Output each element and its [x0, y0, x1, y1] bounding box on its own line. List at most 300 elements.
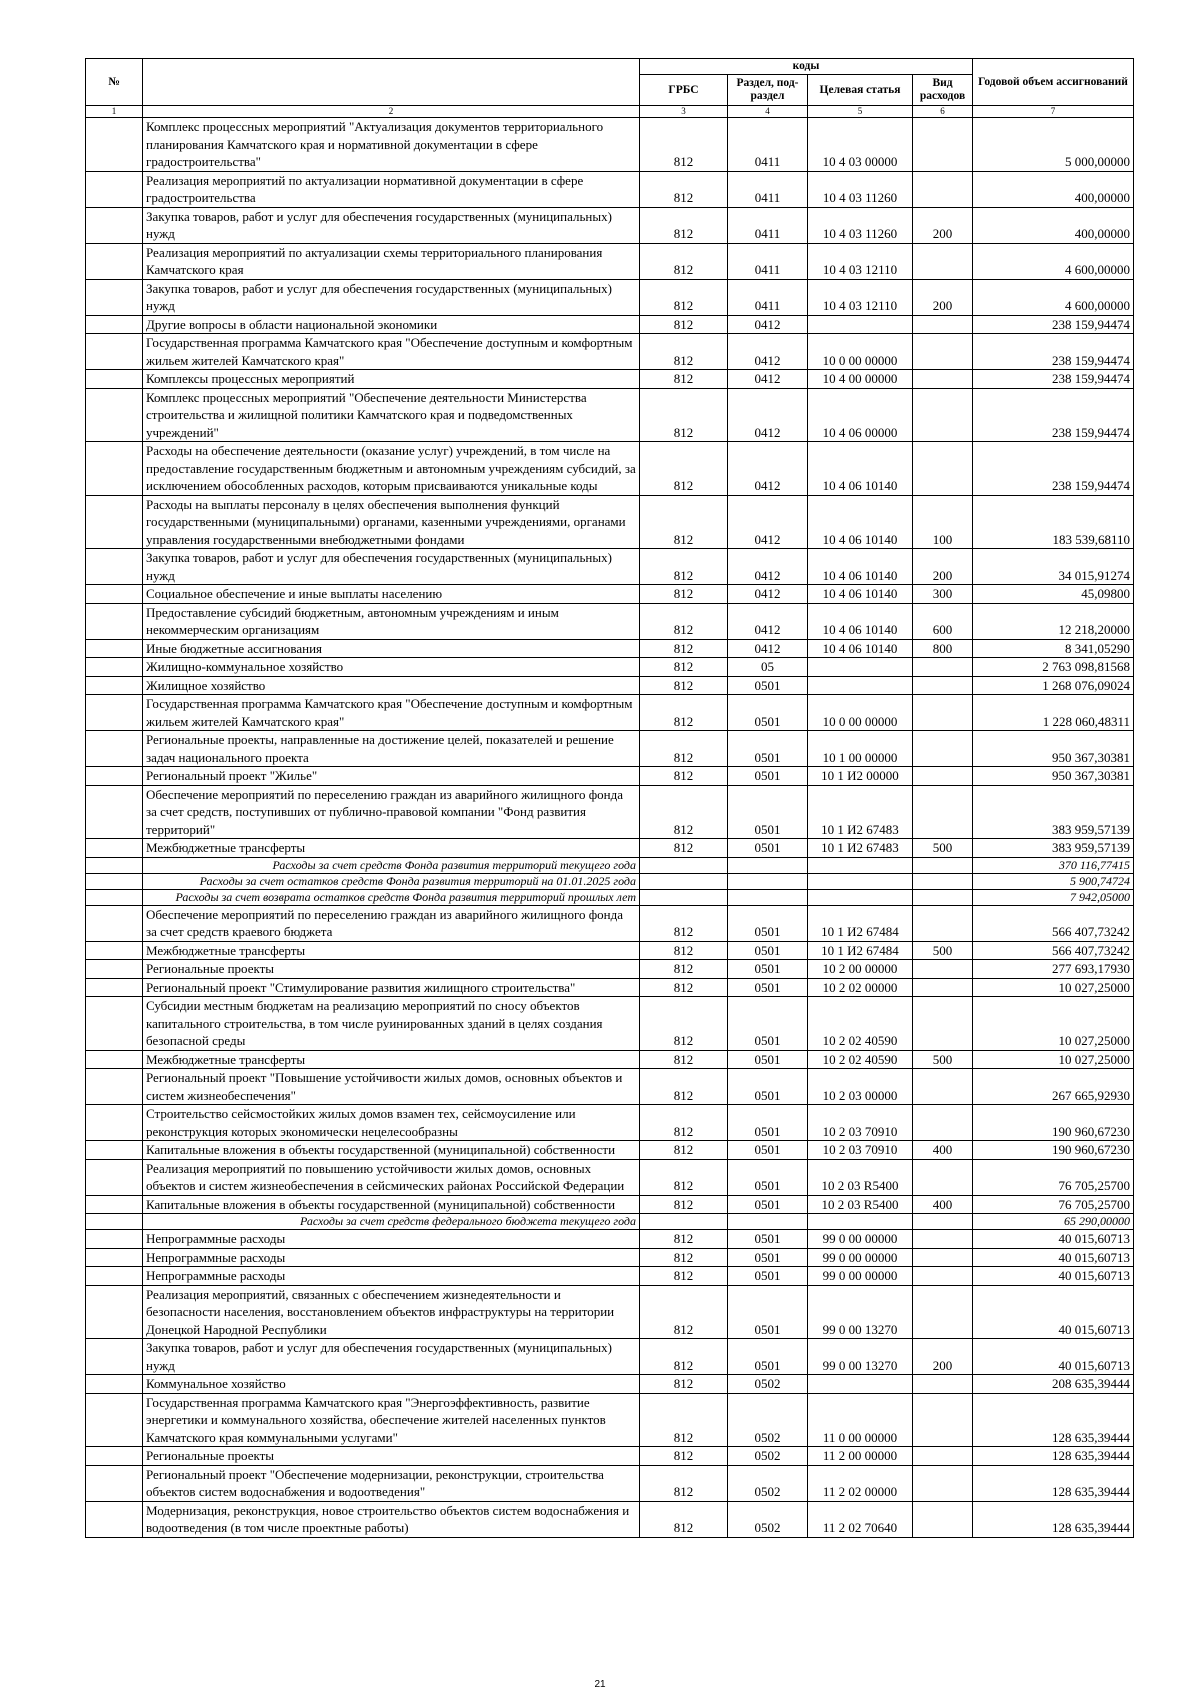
- razdel-header: Раздел, под-раздел: [728, 75, 808, 106]
- cell-num: [86, 1214, 143, 1230]
- cell-sum: 238 159,94474: [973, 334, 1134, 370]
- cell-num: [86, 731, 143, 767]
- cell-grbs: 812: [640, 442, 728, 496]
- cell-num: [86, 1050, 143, 1069]
- cell-name: Расходы за счет средств федерального бюджета текущего года: [143, 1214, 640, 1230]
- cell-num: [86, 889, 143, 905]
- column-number: 3: [640, 106, 728, 118]
- cell-razdel: [728, 1214, 808, 1230]
- cell-vid: 100: [913, 495, 973, 549]
- cell-name: Предоставление субсидий бюджетным, автономным учреждениям и иным некоммерческим организациям: [143, 603, 640, 639]
- cell-grbs: 812: [640, 1375, 728, 1394]
- cell-sum: 370 116,77415: [973, 857, 1134, 873]
- table-row: [86, 1141, 1134, 1160]
- cell-grbs: 812: [640, 658, 728, 677]
- cell-grbs: 812: [640, 639, 728, 658]
- table-body: [86, 118, 1134, 1538]
- table-row: [86, 370, 1134, 389]
- table-row: [86, 905, 1134, 941]
- cell-razdel: 0411: [728, 243, 808, 279]
- cell-razdel: 0501: [728, 767, 808, 786]
- cell-razdel: 0501: [728, 1267, 808, 1286]
- table-row: [86, 1069, 1134, 1105]
- cell-grbs: 812: [640, 1465, 728, 1501]
- cell-name: Субсидии местным бюджетам на реализацию мероприятий по сносу объектов капитального строительства, в том числе руинированных зданий в целях создания безопасной среды: [143, 997, 640, 1051]
- cell-num: [86, 388, 143, 442]
- cell-num: [86, 1339, 143, 1375]
- cell-target: 10 4 06 10140: [808, 495, 913, 549]
- cell-target: 99 0 00 00000: [808, 1267, 913, 1286]
- cell-sum: 383 959,57139: [973, 839, 1134, 858]
- cell-grbs: 812: [640, 118, 728, 172]
- cell-target: [808, 676, 913, 695]
- cell-sum: 12 218,20000: [973, 603, 1134, 639]
- cell-razdel: 0501: [728, 695, 808, 731]
- column-number: 4: [728, 106, 808, 118]
- cell-name: Закупка товаров, работ и услуг для обеспечения государственных (муниципальных) нужд: [143, 279, 640, 315]
- cell-grbs: 812: [640, 941, 728, 960]
- cell-grbs: 812: [640, 1141, 728, 1160]
- cell-num: [86, 585, 143, 604]
- cell-num: [86, 549, 143, 585]
- cell-grbs: 812: [640, 960, 728, 979]
- table-row: [86, 1465, 1134, 1501]
- cell-razdel: 0412: [728, 334, 808, 370]
- cell-num: [86, 785, 143, 839]
- cell-grbs: 812: [640, 279, 728, 315]
- cell-num: [86, 1465, 143, 1501]
- table-row: [86, 334, 1134, 370]
- cell-vid: [913, 767, 973, 786]
- cell-num: [86, 1248, 143, 1267]
- cell-name: Расходы за счет средств Фонда развития территорий текущего года: [143, 857, 640, 873]
- cell-razdel: [728, 889, 808, 905]
- cell-grbs: 812: [640, 731, 728, 767]
- cell-sum: 128 635,39444: [973, 1465, 1134, 1501]
- cell-razdel: [728, 857, 808, 873]
- column-number: 1: [86, 106, 143, 118]
- cell-target: [808, 1375, 913, 1394]
- cell-name: Капитальные вложения в объекты государственной (муниципальной) собственности: [143, 1141, 640, 1160]
- table-row: [86, 695, 1134, 731]
- note-row: [86, 857, 1134, 873]
- cell-razdel: 0501: [728, 839, 808, 858]
- cell-vid: [913, 1069, 973, 1105]
- cell-sum: 950 367,30381: [973, 767, 1134, 786]
- cell-target: 10 1 И2 00000: [808, 767, 913, 786]
- cell-target: 10 1 00 00000: [808, 731, 913, 767]
- cell-target: 10 2 02 40590: [808, 1050, 913, 1069]
- cell-grbs: 812: [640, 1230, 728, 1249]
- cell-razdel: 0502: [728, 1393, 808, 1447]
- cell-vid: [913, 1214, 973, 1230]
- cell-grbs: 812: [640, 334, 728, 370]
- note-row: [86, 889, 1134, 905]
- cell-vid: [913, 889, 973, 905]
- cell-sum: 238 159,94474: [973, 370, 1134, 389]
- cell-sum: 40 015,60713: [973, 1285, 1134, 1339]
- cell-grbs: 812: [640, 839, 728, 858]
- cell-num: [86, 315, 143, 334]
- cell-razdel: 0501: [728, 1339, 808, 1375]
- cell-razdel: 0502: [728, 1447, 808, 1466]
- cell-name: Иные бюджетные ассигнования: [143, 639, 640, 658]
- cell-vid: [913, 1501, 973, 1537]
- cell-vid: 500: [913, 839, 973, 858]
- cell-vid: [913, 1465, 973, 1501]
- cell-name: Реализация мероприятий, связанных с обеспечением жизнедеятельности и безопасности населения, восстановлением объектов инфраструктуры на территории Донецкой Народной Республики: [143, 1285, 640, 1339]
- cell-name: Расходы за счет остатков средств Фонда развития территорий на 01.01.2025 года: [143, 873, 640, 889]
- cell-target: 99 0 00 13270: [808, 1339, 913, 1375]
- cell-grbs: 812: [640, 1285, 728, 1339]
- table-row: [86, 603, 1134, 639]
- cell-razdel: 0501: [728, 731, 808, 767]
- table-row: [86, 1447, 1134, 1466]
- table-row: [86, 585, 1134, 604]
- cell-sum: 208 635,39444: [973, 1375, 1134, 1394]
- cell-target: 11 2 02 00000: [808, 1465, 913, 1501]
- cell-vid: 400: [913, 1141, 973, 1160]
- annual-header: Годовой объем ассигнований: [973, 59, 1134, 106]
- table-row: [86, 978, 1134, 997]
- cell-grbs: 812: [640, 997, 728, 1051]
- table-row: [86, 1050, 1134, 1069]
- target-header: Целевая статья: [808, 75, 913, 106]
- cell-grbs: 812: [640, 603, 728, 639]
- cell-num: [86, 1447, 143, 1466]
- cell-sum: 40 015,60713: [973, 1248, 1134, 1267]
- cell-sum: 1 268 076,09024: [973, 676, 1134, 695]
- grbs-header: ГРБС: [640, 75, 728, 106]
- cell-target: 11 0 00 00000: [808, 1393, 913, 1447]
- cell-sum: 10 027,25000: [973, 1050, 1134, 1069]
- table-row: [86, 997, 1134, 1051]
- cell-name: Непрограммные расходы: [143, 1267, 640, 1286]
- cell-sum: 400,00000: [973, 207, 1134, 243]
- col-name-header: [143, 59, 640, 106]
- cell-target: 10 4 06 10140: [808, 442, 913, 496]
- cell-grbs: [640, 1214, 728, 1230]
- cell-grbs: 812: [640, 1248, 728, 1267]
- cell-vid: [913, 442, 973, 496]
- cell-vid: [913, 873, 973, 889]
- cell-grbs: [640, 873, 728, 889]
- table-row: [86, 941, 1134, 960]
- cell-target: 10 0 00 00000: [808, 334, 913, 370]
- cell-razdel: 0501: [728, 960, 808, 979]
- cell-sum: 190 960,67230: [973, 1141, 1134, 1160]
- cell-razdel: 0412: [728, 370, 808, 389]
- cell-grbs: 812: [640, 207, 728, 243]
- cell-grbs: 812: [640, 1195, 728, 1214]
- cell-sum: 5 000,00000: [973, 118, 1134, 172]
- cell-name: Закупка товаров, работ и услуг для обеспечения государственных (муниципальных) нужд: [143, 207, 640, 243]
- cell-grbs: 812: [640, 978, 728, 997]
- cell-num: [86, 839, 143, 858]
- cell-grbs: 812: [640, 549, 728, 585]
- cell-num: [86, 676, 143, 695]
- table-row: [86, 1248, 1134, 1267]
- cell-target: [808, 889, 913, 905]
- cell-vid: 300: [913, 585, 973, 604]
- cell-grbs: 812: [640, 243, 728, 279]
- cell-target: 10 2 03 R5400: [808, 1159, 913, 1195]
- cell-name: Реализация мероприятий по повышению устойчивости жилых домов, основных объектов и систем жизнеобеспечения в сейсмических районах Российской Федерации: [143, 1159, 640, 1195]
- cell-name: Строительство сейсмостойких жилых домов взамен тех, сейсмоусиление или реконструкция которых экономически нецелесообразны: [143, 1105, 640, 1141]
- cell-name: Государственная программа Камчатского края "Обеспечение доступным и комфортным жильем жителей Камчатского края": [143, 334, 640, 370]
- table-row: [86, 785, 1134, 839]
- cell-name: Региональный проект "Жилье": [143, 767, 640, 786]
- cell-razdel: 0502: [728, 1501, 808, 1537]
- cell-num: [86, 1141, 143, 1160]
- cell-grbs: [640, 889, 728, 905]
- cell-sum: 183 539,68110: [973, 495, 1134, 549]
- cell-grbs: 812: [640, 1393, 728, 1447]
- cell-target: [808, 658, 913, 677]
- cell-grbs: [640, 857, 728, 873]
- cell-name: Государственная программа Камчатского края "Обеспечение доступным и комфортным жильем жителей Камчатского края": [143, 695, 640, 731]
- cell-name: Региональный проект "Стимулирование развития жилищного строительства": [143, 978, 640, 997]
- cell-vid: [913, 1267, 973, 1286]
- cell-sum: 76 705,25700: [973, 1159, 1134, 1195]
- cell-vid: [913, 171, 973, 207]
- cell-num: [86, 279, 143, 315]
- cell-vid: [913, 1447, 973, 1466]
- cell-name: Обеспечение мероприятий по переселению граждан из аварийного жилищного фонда за счет средств краевого бюджета: [143, 905, 640, 941]
- table-row: [86, 495, 1134, 549]
- col-num-header: №: [86, 59, 143, 106]
- cell-name: Обеспечение мероприятий по переселению граждан из аварийного жилищного фонда за счет средств, поступивших от публично-правовой компании "Фонд развития территорий": [143, 785, 640, 839]
- table-row: [86, 658, 1134, 677]
- cell-target: 99 0 00 00000: [808, 1248, 913, 1267]
- table-row: [86, 243, 1134, 279]
- cell-vid: [913, 315, 973, 334]
- cell-num: [86, 941, 143, 960]
- cell-name: Региональные проекты: [143, 1447, 640, 1466]
- cell-target: [808, 873, 913, 889]
- cell-razdel: 0412: [728, 585, 808, 604]
- cell-vid: [913, 978, 973, 997]
- cell-vid: [913, 243, 973, 279]
- cell-vid: [913, 960, 973, 979]
- cell-sum: 4 600,00000: [973, 279, 1134, 315]
- cell-razdel: 0501: [728, 1069, 808, 1105]
- cell-razdel: 05: [728, 658, 808, 677]
- cell-num: [86, 495, 143, 549]
- cell-sum: 10 027,25000: [973, 978, 1134, 997]
- cell-sum: 65 290,00000: [973, 1214, 1134, 1230]
- cell-num: [86, 1230, 143, 1249]
- cell-sum: 566 407,73242: [973, 905, 1134, 941]
- cell-target: 10 4 06 10140: [808, 549, 913, 585]
- cell-target: 10 1 И2 67484: [808, 905, 913, 941]
- cell-target: 10 2 03 00000: [808, 1069, 913, 1105]
- cell-num: [86, 997, 143, 1051]
- cell-num: [86, 1375, 143, 1394]
- cell-sum: 128 635,39444: [973, 1501, 1134, 1537]
- cell-target: 10 2 00 00000: [808, 960, 913, 979]
- cell-vid: 200: [913, 1339, 973, 1375]
- cell-razdel: 0411: [728, 207, 808, 243]
- cell-target: 10 0 00 00000: [808, 695, 913, 731]
- cell-target: 10 1 И2 67484: [808, 941, 913, 960]
- table-row: [86, 731, 1134, 767]
- cell-razdel: 0501: [728, 1285, 808, 1339]
- cell-razdel: 0411: [728, 171, 808, 207]
- cell-num: [86, 118, 143, 172]
- cell-name: Жилищно-коммунальное хозяйство: [143, 658, 640, 677]
- cell-vid: [913, 1248, 973, 1267]
- cell-target: 10 4 06 10140: [808, 585, 913, 604]
- cell-num: [86, 442, 143, 496]
- column-number: 5: [808, 106, 913, 118]
- cell-vid: [913, 1393, 973, 1447]
- table-row: [86, 315, 1134, 334]
- cell-name: Коммунальное хозяйство: [143, 1375, 640, 1394]
- table-row: [86, 207, 1134, 243]
- table-row: [86, 1105, 1134, 1141]
- table-row: [86, 1393, 1134, 1447]
- cell-target: 10 4 03 12110: [808, 243, 913, 279]
- cell-vid: [913, 676, 973, 695]
- table-row: [86, 1195, 1134, 1214]
- column-number: 6: [913, 106, 973, 118]
- cell-target: 99 0 00 13270: [808, 1285, 913, 1339]
- cell-sum: 40 015,60713: [973, 1339, 1134, 1375]
- table-row: [86, 1339, 1134, 1375]
- cell-vid: 200: [913, 279, 973, 315]
- cell-name: Реализация мероприятий по актуализации нормативной документации в сфере градостроительства: [143, 171, 640, 207]
- cell-num: [86, 334, 143, 370]
- cell-sum: 40 015,60713: [973, 1230, 1134, 1249]
- cell-vid: [913, 118, 973, 172]
- cell-target: [808, 857, 913, 873]
- cell-vid: [913, 785, 973, 839]
- cell-name: Модернизация, реконструкция, новое строительство объектов систем водоснабжения и водоотведения (в том числе проектные работы): [143, 1501, 640, 1537]
- cell-grbs: 812: [640, 695, 728, 731]
- cell-name: Непрограммные расходы: [143, 1230, 640, 1249]
- cell-vid: [913, 334, 973, 370]
- cell-grbs: 812: [640, 785, 728, 839]
- cell-sum: 5 900,74724: [973, 873, 1134, 889]
- cell-num: [86, 960, 143, 979]
- cell-grbs: 812: [640, 1267, 728, 1286]
- cell-vid: 600: [913, 603, 973, 639]
- table-row: [86, 549, 1134, 585]
- cell-razdel: 0412: [728, 442, 808, 496]
- table-row: [86, 1230, 1134, 1249]
- cell-vid: [913, 695, 973, 731]
- table-row: [86, 442, 1134, 496]
- cell-name: Другие вопросы в области национальной экономики: [143, 315, 640, 334]
- cell-sum: 566 407,73242: [973, 941, 1134, 960]
- note-row: [86, 873, 1134, 889]
- cell-razdel: 0501: [728, 978, 808, 997]
- budget-page: [85, 58, 1133, 1538]
- cell-target: [808, 315, 913, 334]
- cell-target: 10 4 00 00000: [808, 370, 913, 389]
- cell-razdel: 0501: [728, 941, 808, 960]
- codes-header: коды: [640, 59, 973, 75]
- cell-num: [86, 767, 143, 786]
- cell-razdel: 0412: [728, 549, 808, 585]
- table-row: [86, 639, 1134, 658]
- column-number: 2: [143, 106, 640, 118]
- cell-sum: 4 600,00000: [973, 243, 1134, 279]
- cell-sum: 950 367,30381: [973, 731, 1134, 767]
- budget-table: [85, 58, 1134, 1538]
- cell-num: [86, 1069, 143, 1105]
- cell-razdel: 0412: [728, 495, 808, 549]
- cell-sum: 128 635,39444: [973, 1447, 1134, 1466]
- cell-vid: [913, 388, 973, 442]
- cell-grbs: 812: [640, 1501, 728, 1537]
- cell-vid: [913, 1159, 973, 1195]
- cell-name: Региональные проекты: [143, 960, 640, 979]
- cell-vid: 400: [913, 1195, 973, 1214]
- cell-num: [86, 1159, 143, 1195]
- cell-razdel: 0502: [728, 1375, 808, 1394]
- cell-name: Комплекс процессных мероприятий "Актуализация документов территориального планирования Камчатского края и нормативной документации в сфере градостроительства": [143, 118, 640, 172]
- cell-razdel: 0412: [728, 603, 808, 639]
- table-row: [86, 960, 1134, 979]
- cell-target: 11 2 02 70640: [808, 1501, 913, 1537]
- cell-num: [86, 1393, 143, 1447]
- cell-target: 10 4 06 10140: [808, 639, 913, 658]
- cell-sum: 383 959,57139: [973, 785, 1134, 839]
- cell-target: 11 2 00 00000: [808, 1447, 913, 1466]
- cell-sum: 128 635,39444: [973, 1393, 1134, 1447]
- cell-num: [86, 1105, 143, 1141]
- cell-num: [86, 905, 143, 941]
- cell-num: [86, 639, 143, 658]
- cell-razdel: 0501: [728, 1159, 808, 1195]
- cell-razdel: 0501: [728, 676, 808, 695]
- table-row: [86, 388, 1134, 442]
- cell-vid: 800: [913, 639, 973, 658]
- cell-sum: 34 015,91274: [973, 549, 1134, 585]
- cell-sum: 238 159,94474: [973, 442, 1134, 496]
- column-number-row: [86, 106, 1134, 118]
- cell-sum: 238 159,94474: [973, 388, 1134, 442]
- cell-num: [86, 857, 143, 873]
- cell-razdel: 0412: [728, 388, 808, 442]
- cell-sum: 40 015,60713: [973, 1267, 1134, 1286]
- cell-grbs: 812: [640, 171, 728, 207]
- cell-target: 10 1 И2 67483: [808, 839, 913, 858]
- cell-grbs: 812: [640, 1339, 728, 1375]
- cell-name: Межбюджетные трансферты: [143, 839, 640, 858]
- cell-num: [86, 1267, 143, 1286]
- cell-razdel: 0501: [728, 1141, 808, 1160]
- cell-vid: [913, 905, 973, 941]
- cell-name: Региональный проект "Повышение устойчивости жилых домов, основных объектов и систем жизнеобеспечения": [143, 1069, 640, 1105]
- cell-name: Региональные проекты, направленные на достижение целей, показателей и решение задач национального проекта: [143, 731, 640, 767]
- cell-name: Комплекс процессных мероприятий "Обеспечение деятельности Министерства строительства и жилищной политики Камчатского края и подведомственных учреждений": [143, 388, 640, 442]
- cell-grbs: 812: [640, 1447, 728, 1466]
- cell-num: [86, 1501, 143, 1537]
- cell-razdel: 0501: [728, 1248, 808, 1267]
- cell-grbs: 812: [640, 585, 728, 604]
- cell-target: 99 0 00 00000: [808, 1230, 913, 1249]
- cell-num: [86, 603, 143, 639]
- cell-grbs: 812: [640, 315, 728, 334]
- cell-sum: 1 228 060,48311: [973, 695, 1134, 731]
- cell-target: 10 2 03 R5400: [808, 1195, 913, 1214]
- cell-target: 10 2 02 00000: [808, 978, 913, 997]
- cell-name: Расходы на обеспечение деятельности (оказание услуг) учреждений, в том числе на предоставление государственным бюджетным и автономным учреждениям субсидий, за исключением обособленных расходов, которым присваиваются уникальные коды: [143, 442, 640, 496]
- cell-name: Непрограммные расходы: [143, 1248, 640, 1267]
